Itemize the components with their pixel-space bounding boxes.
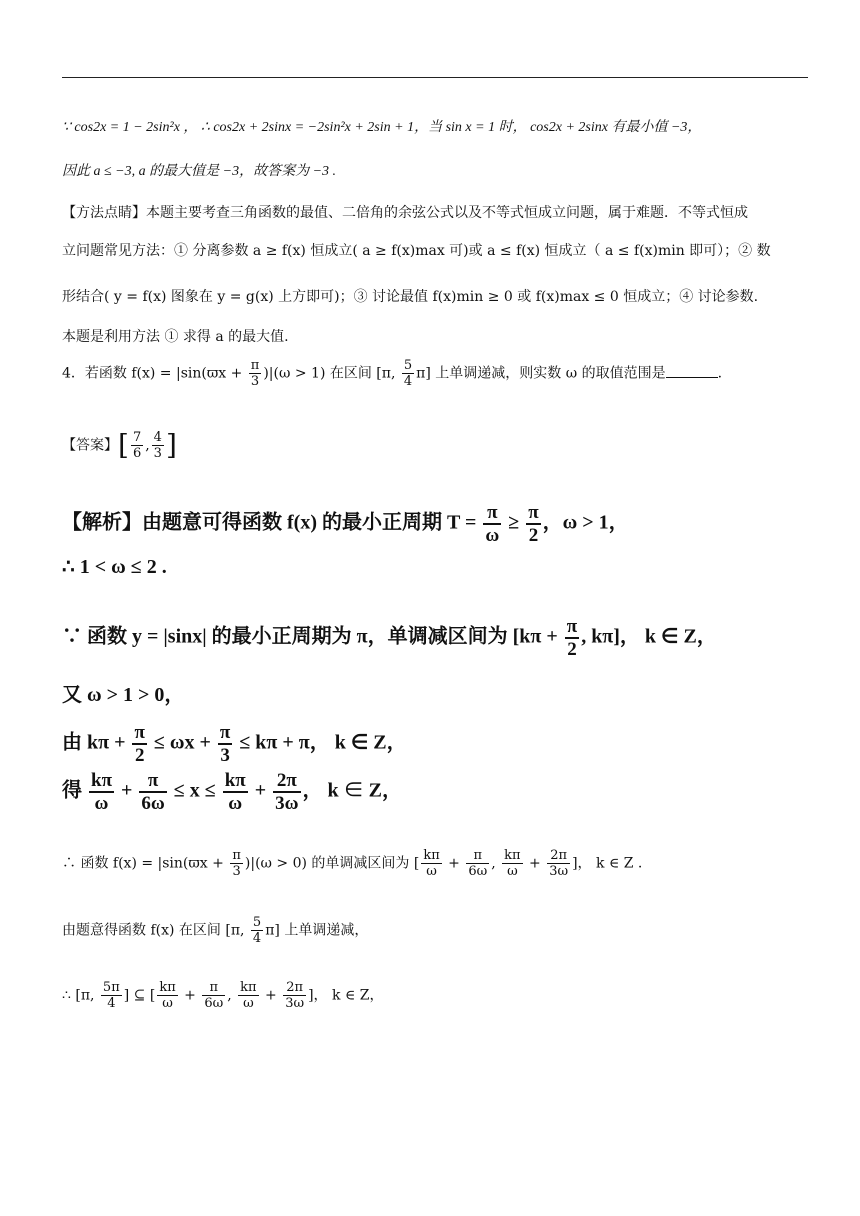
step-text: + [115,779,138,802]
numerator: 5 [403,358,413,373]
numerator: π [466,848,489,864]
fraction [223,770,248,814]
numerator: 2π [283,980,306,996]
solution-step-1 [62,502,629,546]
step-text: )|(ω > 0) 的单调减区间为 [ [244,855,420,872]
comma: , [491,855,501,872]
step-text: ] ⊆ [ [123,987,156,1004]
fraction [202,980,225,1011]
step-text: + [249,779,272,802]
plus-sign: + [524,855,546,872]
numerator: 5 [252,915,262,930]
numerator: kπ [504,848,521,863]
denominator: 6ω [468,864,488,879]
bracket-close: ] [165,428,177,462]
denominator: ω [507,864,518,879]
numerator: kπ [423,848,440,863]
numerator: kπ [240,980,257,995]
step-text: 【解析】由题意可得函数 f(x) 的最小正周期 T = [62,511,482,534]
numerator: π [219,722,231,743]
numerator: π [202,980,225,996]
step-text: 由 kπ + [62,731,131,754]
method-note-2: 立问题常见方法：① 分离参数 a ≥ f(x) 恒成立( a ≥ f(x)max 可)或 a ≤ f(x) 恒成立（ a ≤ f(x)min 即可）；② 数 [62,243,771,259]
fraction [101,980,122,1011]
fraction [283,980,306,1011]
header-rule [62,77,808,78]
solution-step-3 [62,616,717,660]
denominator: 2 [134,745,145,766]
numerator: π [483,502,501,525]
numerator: 4 [153,430,162,445]
fraction [526,502,540,546]
solution-step-7 [62,848,642,879]
denominator: 3 [232,864,241,879]
denominator: ω [228,793,243,814]
q4-suffix: π] 上单调递减，则实数 ω 的取值范围是 [416,365,666,382]
denominator: 6ω [141,793,165,814]
fraction [483,502,501,546]
fraction [230,848,243,879]
solution-step-5 [62,722,407,766]
solution-step-8 [62,915,368,946]
solution-line-1: ∵ cos2x = 1 − 2sin²x ， ∴ cos2x + 2sinx = −2sin²x + 2sin + 1，当 sin x = 1 时， cos2x + 2sinx 有最小值 −3， [62,120,702,135]
q4-mid: )|(ω > 1) 在区间 [π, [263,365,400,382]
denominator: ω [426,864,437,879]
plus-sign: + [260,987,282,1004]
solution-step-9 [62,980,383,1011]
fraction [89,770,114,814]
step-text: 由题意得函数 f(x) 在区间 [π, [62,922,249,939]
numerator: 7 [132,430,142,445]
bracket-open: [ [118,428,129,462]
denominator: 2 [567,639,577,660]
answer-blank [666,363,718,378]
fraction [152,430,164,461]
fraction [218,722,232,766]
fraction [502,848,522,879]
fraction [238,980,258,1011]
answer-label: 【答案】 [62,437,118,454]
step-text: ∴ [π, [62,987,99,1004]
step-text: ≤ x ≤ [168,779,221,802]
step-text: ∵ 函数 y = |sinx| 的最小正周期为 π，单调减区间为 [kπ + [62,625,563,648]
fraction [466,848,489,879]
solution-step-2: ∴ 1 < ω ≤ 2 . [62,556,167,578]
step-text: ， k ∈ Z， [302,779,402,802]
q4-prefix: 4．若函数 f(x) = |sin(ϖx + [62,365,247,382]
numerator: π [232,848,241,863]
denominator: ω [162,996,173,1011]
comma: , [227,987,237,1004]
method-note-1: 【方法点睛】本题主要考查三角函数的最值、二倍角的余弦公式以及不等式恒成立问题，属于难题．不等式恒成 [62,205,748,221]
numerator: π [528,502,539,523]
fraction [131,430,143,461]
step-text: ]， k ∈ Z . [572,855,643,872]
question-4 [62,358,722,389]
denominator: 3 [220,745,230,766]
denominator: 6 [132,446,142,461]
step-text: 得 [62,779,87,802]
fraction [251,915,263,946]
denominator: ω [485,525,500,546]
answer-line: 【答案】[ $\frac{7}{6}$ , $\frac{4}{3}$ ] [62,428,177,462]
fraction [273,770,300,814]
step-text: ≥ [503,511,525,534]
denominator: 6ω [204,996,224,1011]
numerator: π [139,770,166,793]
denominator: 4 [107,996,116,1011]
solution-line-2: 因此 a ≤ −3, a 的最大值是 −3，故答案为 −3 . [62,164,337,179]
denominator: 2 [528,525,539,546]
plus-sign: + [179,987,201,1004]
plus-sign: + [443,855,465,872]
denominator: 4 [252,931,262,946]
step-text: ∴ 函数 f(x) = |sin(ϖx + [62,855,229,872]
step-text: ，ω > 1， [542,511,629,534]
numerator: kπ [159,980,176,995]
fraction [132,722,146,766]
step-text: π] 上单调递减， [265,922,369,939]
denominator: 3ω [549,864,569,879]
numerator: kπ [91,770,112,791]
fraction [565,616,579,660]
numerator: 2π [273,770,300,793]
fraction [249,358,262,389]
numerator: π [566,616,578,637]
fraction [547,848,570,879]
fraction [139,770,166,814]
denominator: 3 [153,446,162,461]
numerator: π [134,722,145,743]
fraction [157,980,177,1011]
step-text: ≤ kπ + π， k ∈ Z， [234,731,407,754]
solution-step-4: 又 ω > 1 > 0， [62,684,185,706]
numerator: kπ [224,770,246,791]
step-text: , kπ]， k ∈ Z， [581,625,717,648]
fraction [421,848,441,879]
method-note-3: 形结合( y = f(x) 图象在 y = g(x) 上方即可)；③ 讨论最值 f(x)min ≥ 0 或 f(x)max ≤ 0 恒成立；④ 讨论参数. [62,289,759,305]
step-text: ≤ ωx + [148,731,216,754]
solution-step-6 [62,770,402,814]
denominator: 4 [403,374,413,389]
step-text: ]， k ∈ Z， [308,987,384,1004]
denominator: ω [243,996,254,1011]
numerator: 2π [547,848,570,864]
method-note-4: 本题是利用方法 ① 求得 a 的最大值. [62,329,289,345]
q4-end: . [717,365,723,382]
denominator: 3ω [285,996,305,1011]
numerator: π [250,358,260,373]
numerator: 5π [102,980,120,995]
fraction [402,358,414,389]
denominator: ω [94,793,109,814]
denominator: 3 [250,374,260,389]
denominator: 3ω [275,793,299,814]
